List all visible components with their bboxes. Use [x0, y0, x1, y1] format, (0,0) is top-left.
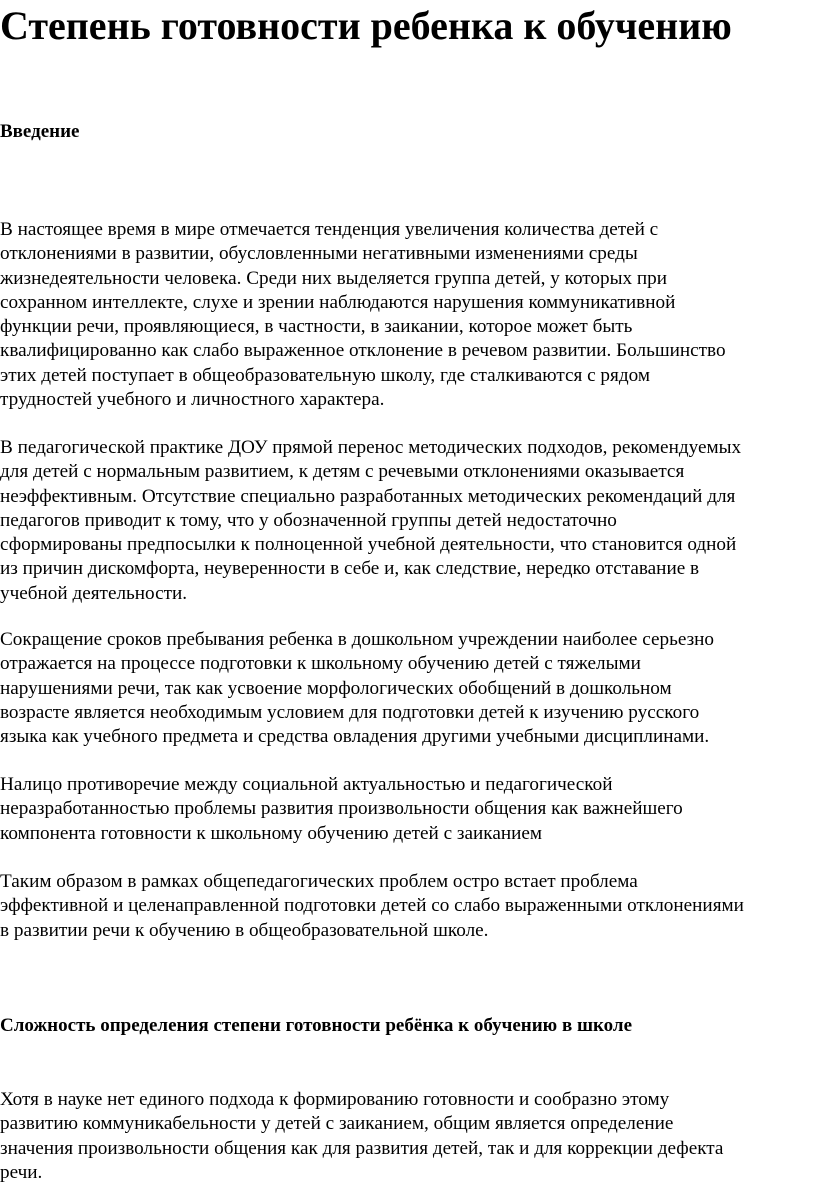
text-line: неэффективным. Отсутствие специально разработанных методических рекомендаций для — [0, 485, 736, 507]
paragraph-4 — [0, 773, 816, 846]
text-line: в развитии речи к обучению в общеобразовательной школе. — [0, 919, 489, 941]
text-line: квалифицированно как слабо выраженное отклонение в речевом развитии. Большинство — [0, 340, 726, 362]
paragraph-1 — [0, 218, 816, 412]
paragraph-6 — [0, 1088, 816, 1185]
text-line: В настоящее время в мире отмечается тенденция увеличения количества детей с — [0, 219, 659, 240]
text-line: отклонениями в развитии, обусловленными негативными изменениями среды — [0, 243, 638, 265]
text-line: Налицо противоречие между социальной актуальностью и педагогической — [0, 774, 613, 795]
document-title: Степень готовности ребенка к обучению — [0, 3, 732, 48]
text-line: Хотя в науке нет единого подхода к формированию готовности и сообразно этому — [0, 1089, 670, 1110]
text-line: функции речи, проявляющиеся, в частности, в заикании, которое может быть — [0, 316, 633, 338]
text-line: возрасте является необходимым условием для подготовки детей к изучению русского — [0, 701, 700, 723]
section-heading-introduction: Введение — [0, 121, 80, 142]
section-heading-readiness: Сложность определения степени готовности ребёнка к обучению в школе — [0, 1015, 633, 1036]
paragraph-5 — [0, 870, 816, 943]
text-line: Таким образом в рамках общепедагогических проблем остро встает проблема — [0, 871, 638, 892]
text-line: развитию коммуникабельности у детей с заиканием, общим является определение — [0, 1113, 674, 1135]
text-line: значения произвольности общения как для развития детей, так и для коррекции дефекта — [0, 1137, 724, 1159]
text-line: Сокращение сроков пребывания ребенка в дошкольном учреждении наиболее серьезно — [0, 629, 715, 650]
text-line: компонента готовности к школьному обучению детей с заиканием — [0, 822, 543, 844]
paragraph-3 — [0, 628, 816, 749]
text-line: неразработанностью проблемы развития произвольности общения как важнейшего — [0, 798, 683, 820]
text-line: для детей с нормальным развитием, к детям с речевыми отклонениями оказывается — [0, 461, 685, 483]
text-line: В педагогической практике ДОУ прямой перенос методических подходов, рекомендуемых — [0, 437, 742, 458]
paragraph-2 — [0, 436, 816, 606]
text-line: языка как учебного предмета и средства овладения другими учебными дисциплинами. — [0, 726, 710, 748]
text-line: этих детей поступает в общеобразовательную школу, где сталкиваются с рядом — [0, 364, 650, 386]
text-line: нарушениями речи, так как усвоение морфологических обобщений в дошкольном — [0, 677, 672, 699]
text-line: речи. — [0, 1161, 43, 1183]
text-line: сформированы предпосылки к полноценной учебной деятельности, что становится одной — [0, 534, 737, 556]
text-line: педагогов приводит к тому, что у обозначенной группы детей недостаточно — [0, 509, 617, 531]
text-line: эффективной и целенаправленной подготовки детей со слабо выраженными отклонениями — [0, 895, 744, 917]
text-line: из причин дискомфорта, неуверенности в себе и, как следствие, нередко отставание в — [0, 558, 700, 580]
text-line: жизнедеятельности человека. Среди них выделяется группа детей, у которых при — [0, 267, 668, 289]
text-line: отражается на процессе подготовки к школьному обучению детей с тяжелыми — [0, 653, 641, 675]
text-line: трудностей учебного и личностного характера. — [0, 389, 385, 411]
text-line: учебной деятельности. — [0, 582, 188, 604]
text-line: сохранном интеллекте, слухе и зрении наблюдаются нарушения коммуникативной — [0, 291, 676, 313]
